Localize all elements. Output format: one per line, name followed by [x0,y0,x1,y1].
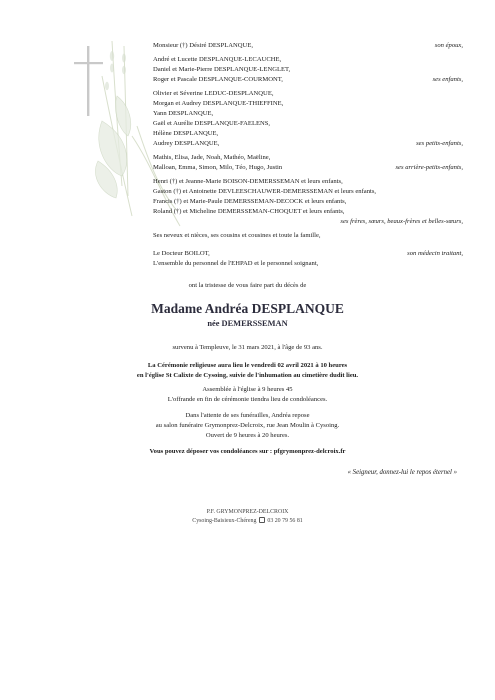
family-line [153,129,463,139]
family-line [153,249,463,259]
family-line [153,231,463,241]
cross-horizontal [74,62,103,64]
family-line [153,119,463,129]
telephone-icon [259,517,265,523]
family-line [153,139,463,149]
family-line [153,99,463,109]
death-details: survenu à Templeuve, le 31 mars 2021, à l'âge de 93 ans. [172,344,323,351]
family-name: Morgan et Audrey DESPLANQUE-THIEFFINE, [153,100,284,107]
family-name: Henri (†) et Jeanne-Marie BOISON-DEMERSSEMAN et leurs enfants, [153,178,343,185]
company-phone: 03 20 79 56 81 [267,518,303,524]
cross-vertical [87,46,89,116]
family-relation: ses frères, sœurs, beaux-frères et belles-sœurs, [340,218,463,225]
company-contact [0,516,495,526]
family-name: Roland (†) et Micheline DEMERSSEMAN-CHOQUET et leurs enfants, [153,208,345,215]
family-name: Yann DESPLANQUE, [153,110,214,117]
family-line [153,177,463,187]
family-name: Hélène DESPLANQUE, [153,130,219,137]
family-name: André et Lucette DESPLANQUE-LECAUCHE, [153,56,282,63]
family-name: Gaël et Aurélie DESPLANQUE-FAELENS, [153,120,271,127]
family-name: Monsieur (†) Désiré DESPLANQUE, [153,42,253,49]
prayer-quote: « Seigneur, donnez-lui le repos éternel » [347,469,457,476]
family-line [153,207,463,217]
family-relation: ses enfants, [432,76,463,83]
family-name: Gaston (†) et Antoinette DEVLEESCHAUWER-DEMERSSEMAN et leurs enfants, [153,188,377,195]
funeral-home-line: Dans l'attente de ses funérailles, Andréa repose [185,412,310,419]
family-line [153,163,463,173]
funeral-company: P.F. GRYMONPREZ-DELCROIX [206,509,289,515]
family-line [153,259,463,269]
company-address: Cysoing-Baisieux-Chéreng [192,518,257,524]
family-line [153,153,463,163]
family-name: L'ensemble du personnel de l'EHPAD et le personnel soignant, [153,260,319,267]
family-name: Le Docteur BOILOT, [153,250,210,257]
ceremony-line: en l'église St Calixte de Cysoing, suivie de l'inhumation au cimetière dudit lieu. [136,372,359,379]
family-line [153,55,463,65]
announcement-text: ont la tristesse de vous faire part du décès de [188,282,307,289]
family-relation: son médecin traitant, [407,250,463,257]
family-line [153,89,463,99]
family-name: Mathis, Elisa, Jade, Noah, Mathéo, Maëline, [153,154,271,161]
family-name: Malloan, Emma, Simon, Milo, Téo, Hugo, Justin [153,164,283,171]
family-relation: ses arrière-petits-enfants, [395,164,463,171]
family-line [153,109,463,119]
condolences-line: Vous pouvez déposer vos condoléances sur : pfgrymonprez-delcroix.fr [149,448,346,455]
family-name: Francis (†) et Marie-Paule DEMERSSEMAN-DECOCK et leurs enfants, [153,198,347,205]
funeral-home-line: au salon funéraire Grymonprez-Delcroix, rue Jean Moulin à Cysoing. [155,422,340,429]
family-name: Roger et Pascale DESPLANQUE-COURMONT, [153,76,283,83]
funeral-home-line: Ouvert de 9 heures à 20 heures. [205,432,290,439]
maiden-name: née DEMERSSEMAN [207,319,288,328]
family-relation: ses petits-enfants, [416,140,463,147]
family-name: Audrey DESPLANQUE, [153,140,220,147]
family-line [153,187,463,197]
family-line [153,217,463,227]
ceremony-line: La Cérémonie religieuse aura lieu le vendredi 02 avril 2021 à 10 heures [147,362,348,369]
family-line [153,197,463,207]
family-line [153,65,463,75]
assembly-line: Assemblée à l'église à 9 heures 45 [202,386,293,393]
family-relation: son époux, [434,42,463,49]
deceased-name: Madame Andréa DESPLANQUE [151,301,344,316]
family-line [153,41,463,51]
family-name: Ses neveux et nièces, ses cousins et cousines et toute la famille, [153,232,321,239]
family-name: Daniel et Marie-Pierre DESPLANQUE-LENGLET, [153,66,291,73]
assembly-line: L'offrande en fin de cérémonie tiendra lieu de condoléances. [167,396,328,403]
family-line [153,75,463,85]
family-name: Olivier et Séverine LEDUC-DESPLANQUE, [153,90,274,97]
